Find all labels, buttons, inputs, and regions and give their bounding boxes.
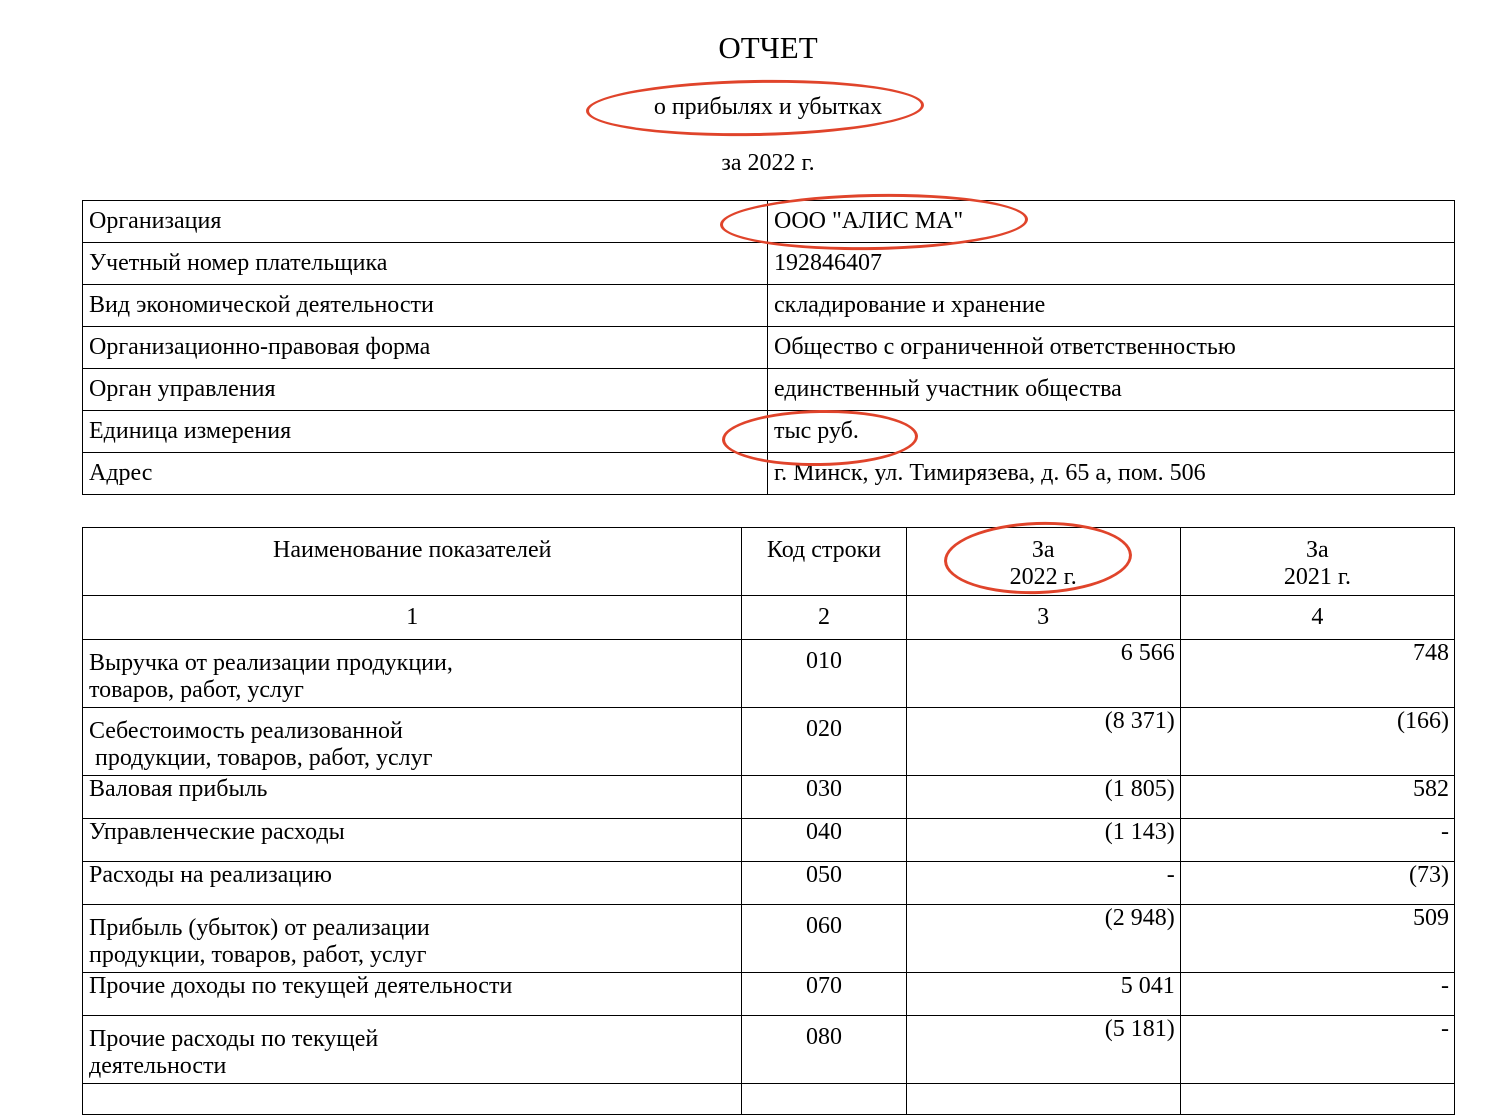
table-header-row [83, 528, 1455, 596]
report-period: за 2022 г. [721, 150, 815, 176]
row-previous-value: 509 [1180, 905, 1454, 973]
report-title: ОТЧЕТ [718, 30, 818, 65]
row-name: Расходы на реализацию [83, 862, 742, 905]
header-current-line2: 2022 г. [1009, 564, 1077, 590]
info-value: 192846407 [768, 243, 1455, 285]
info-value: г. Минск, ул. Тимирязева, д. 65 а, пом. 506 [768, 453, 1455, 495]
row-name-line: Выручка от реализации продукции, [89, 650, 453, 676]
column-number: 2 [742, 596, 906, 640]
row-name [83, 640, 742, 708]
empty-cell [906, 1084, 1180, 1115]
table-row [83, 905, 1455, 973]
header-current-period [906, 528, 1180, 596]
info-row-taxpayer-number [83, 243, 1455, 285]
empty-cell [83, 1084, 742, 1115]
column-number-row [83, 596, 1455, 640]
column-number: 4 [1180, 596, 1454, 640]
row-name-line: деятельности [89, 1053, 227, 1079]
organization-info-table [82, 200, 1455, 495]
row-current-value: (8 371) [906, 708, 1180, 776]
info-label: Единица измерения [83, 411, 768, 453]
table-row [83, 973, 1455, 1016]
info-row-address [83, 453, 1455, 495]
profit-loss-table [82, 527, 1455, 1115]
info-label: Организационно-правовая форма [83, 327, 768, 369]
info-row-legal-form [83, 327, 1455, 369]
row-name: Валовая прибыль [83, 776, 742, 819]
info-row-organization [83, 201, 1455, 243]
table-row [83, 819, 1455, 862]
row-current-value: (5 181) [906, 1016, 1180, 1084]
row-current-value: 5 041 [906, 973, 1180, 1016]
row-code: 020 [742, 708, 906, 776]
row-code: 010 [742, 640, 906, 708]
info-value: единственный участник общества [768, 369, 1455, 411]
column-number: 1 [83, 596, 742, 640]
row-name-line: Прочие расходы по текущей [89, 1026, 379, 1052]
empty-cell [1180, 1084, 1454, 1115]
table-row [83, 708, 1455, 776]
row-name-line: Прибыль (убыток) от реализации [89, 915, 430, 941]
info-value: Общество с ограниченной ответственностью [768, 327, 1455, 369]
info-label: Учетный номер плательщика [83, 243, 768, 285]
header-name: Наименование показателей [83, 528, 742, 596]
row-name-line: товаров, работ, услуг [89, 677, 304, 703]
row-code: 070 [742, 973, 906, 1016]
info-value: складирование и хранение [768, 285, 1455, 327]
table-row [83, 640, 1455, 708]
row-previous-value: 582 [1180, 776, 1454, 819]
row-code: 050 [742, 862, 906, 905]
row-code: 030 [742, 776, 906, 819]
row-current-value: 6 566 [906, 640, 1180, 708]
row-previous-value: (166) [1180, 708, 1454, 776]
row-code: 080 [742, 1016, 906, 1084]
row-name: Управленческие расходы [83, 819, 742, 862]
header-code: Код строки [742, 528, 906, 596]
row-previous-value: 748 [1180, 640, 1454, 708]
row-code: 060 [742, 905, 906, 973]
info-row-unit [83, 411, 1455, 453]
info-label: Организация [83, 201, 768, 243]
info-value: ООО "АЛИС МА" [768, 201, 1455, 243]
row-name: Прочие доходы по текущей деятельности [83, 973, 742, 1016]
info-row-activity [83, 285, 1455, 327]
column-number: 3 [906, 596, 1180, 640]
row-previous-value: - [1180, 819, 1454, 862]
row-previous-value: (73) [1180, 862, 1454, 905]
row-name [83, 1016, 742, 1084]
table-row [83, 1016, 1455, 1084]
row-name-line: Себестоимость реализованной [89, 718, 403, 744]
table-row [83, 776, 1455, 819]
row-previous-value: - [1180, 973, 1454, 1016]
row-current-value: (2 948) [906, 905, 1180, 973]
row-current-value: (1 143) [906, 819, 1180, 862]
row-code: 040 [742, 819, 906, 862]
row-name-line: продукции, товаров, работ, услуг [89, 942, 427, 968]
row-current-value: - [906, 862, 1180, 905]
info-label: Орган управления [83, 369, 768, 411]
row-previous-value: - [1180, 1016, 1454, 1084]
header-previous-line2: 2021 г. [1283, 564, 1351, 590]
table-row [83, 862, 1455, 905]
header-previous-period [1180, 528, 1454, 596]
header-current-line1: За [1031, 537, 1055, 563]
info-label: Адрес [83, 453, 768, 495]
row-name-line: продукции, товаров, работ, услуг [89, 745, 433, 771]
row-name [83, 905, 742, 973]
report-subtitle: о прибылях и убытках [653, 94, 883, 120]
info-value: тыс руб. [768, 411, 1455, 453]
row-name [83, 708, 742, 776]
empty-cell [742, 1084, 906, 1115]
header-previous-line1: За [1306, 537, 1329, 563]
table-row-partial [83, 1084, 1455, 1115]
info-row-management [83, 369, 1455, 411]
info-label: Вид экономической деятельности [83, 285, 768, 327]
row-current-value: (1 805) [906, 776, 1180, 819]
